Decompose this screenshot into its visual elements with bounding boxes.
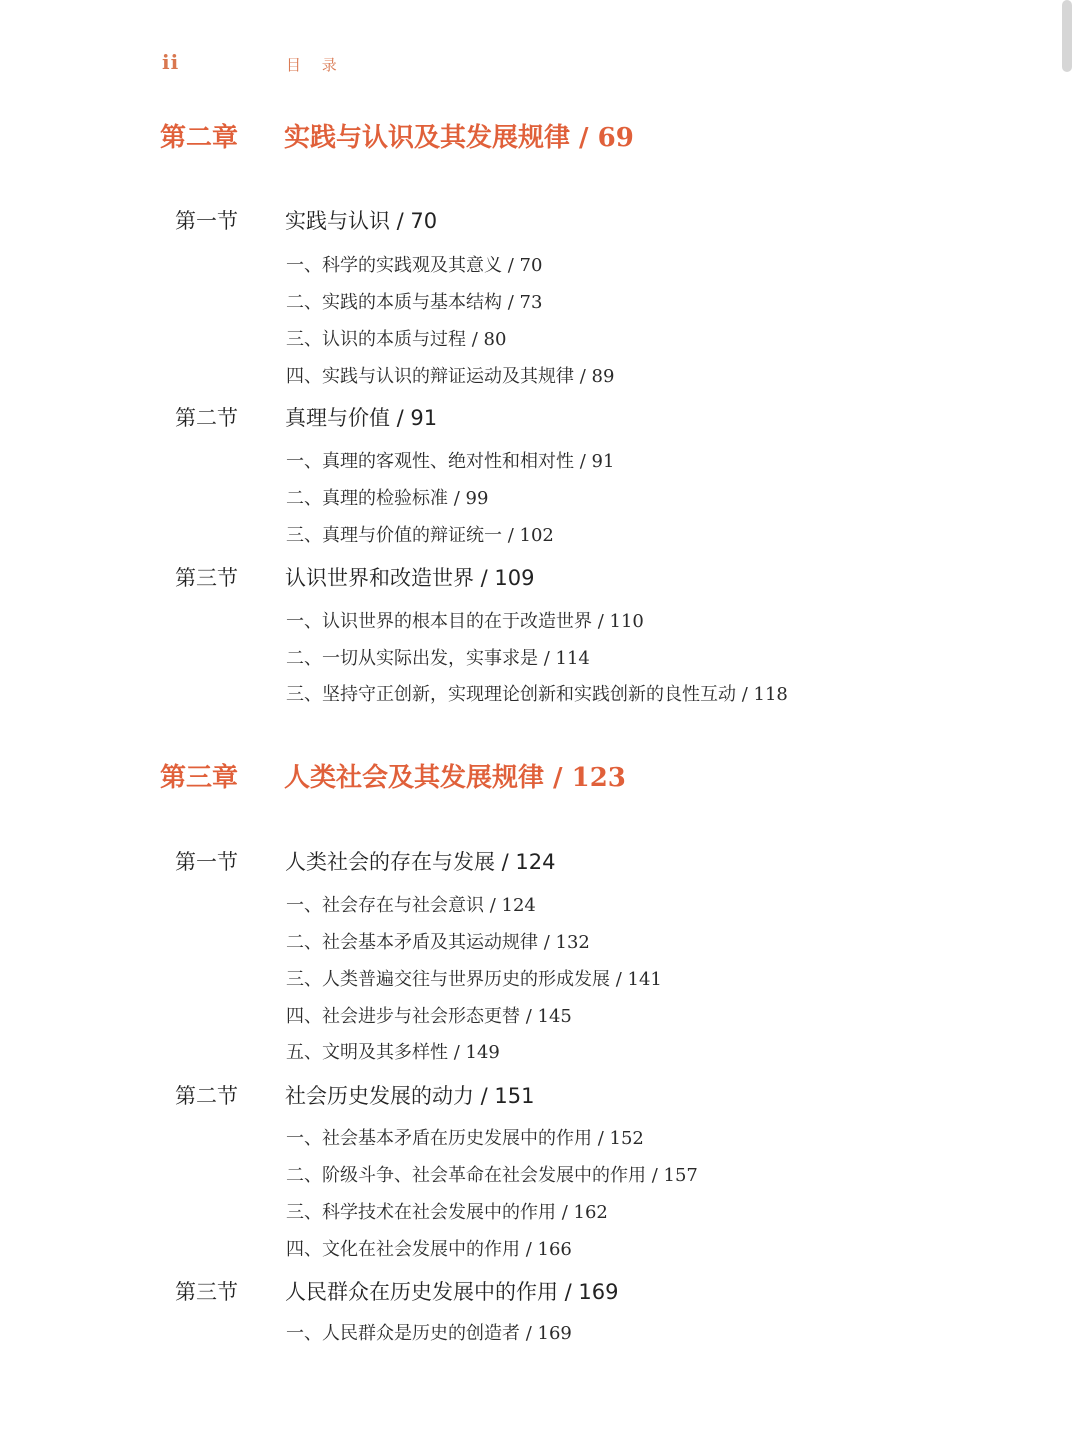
- scrollbar-thumb[interactable]: [1062, 0, 1072, 72]
- toc-entry[interactable]: 四、实践与认识的辩证运动及其规律 / 89: [286, 366, 615, 387]
- section-number: 第三节: [175, 566, 238, 590]
- section-number: 第三节: [175, 1280, 238, 1304]
- toc-entry[interactable]: 三、坚持守正创新，实现理论创新和实践创新的良性互动 / 118: [286, 684, 788, 705]
- chapter-title: 实践与认识及其发展规律 / 69: [284, 123, 634, 153]
- chapter-number: 第二章: [160, 123, 239, 153]
- toc-entry[interactable]: 二、实践的本质与基本结构 / 73: [286, 292, 543, 313]
- toc-entry[interactable]: 一、真理的客观性、绝对性和相对性 / 91: [286, 451, 615, 472]
- toc-entry[interactable]: 三、认识的本质与过程 / 80: [286, 329, 507, 350]
- toc-entry[interactable]: 一、社会存在与社会意识 / 124: [286, 895, 536, 916]
- toc-entry[interactable]: 二、真理的检验标准 / 99: [286, 488, 489, 509]
- toc-entry[interactable]: 五、文明及其多样性 / 149: [286, 1042, 500, 1063]
- section-number: 第一节: [175, 850, 238, 874]
- toc-entry[interactable]: 三、真理与价值的辩证统一 / 102: [286, 525, 554, 546]
- section-number: 第一节: [175, 209, 238, 233]
- section-title: 认识世界和改造世界 / 109: [285, 566, 535, 590]
- toc-entry[interactable]: 四、社会进步与社会形态更替 / 145: [286, 1006, 572, 1027]
- section-title: 人民群众在历史发展中的作用 / 169: [285, 1280, 619, 1304]
- toc-entry[interactable]: 二、社会基本矛盾及其运动规律 / 132: [286, 932, 590, 953]
- toc-entry[interactable]: 一、社会基本矛盾在历史发展中的作用 / 152: [286, 1128, 644, 1149]
- toc-entry[interactable]: 三、科学技术在社会发展中的作用 / 162: [286, 1202, 608, 1223]
- section-title: 真理与价值 / 91: [285, 406, 438, 430]
- toc-entry[interactable]: 一、人民群众是历史的创造者 / 169: [286, 1323, 572, 1344]
- toc-entry[interactable]: 一、科学的实践观及其意义 / 70: [286, 255, 543, 276]
- toc-entry[interactable]: 四、文化在社会发展中的作用 / 166: [286, 1239, 572, 1260]
- section-number: 第二节: [175, 1084, 238, 1108]
- toc-entry[interactable]: 一、认识世界的根本目的在于改造世界 / 110: [286, 611, 644, 632]
- section-title: 人类社会的存在与发展 / 124: [285, 850, 556, 874]
- running-title: 目 录: [286, 56, 345, 74]
- section-title: 实践与认识 / 70: [285, 209, 438, 233]
- section-title: 社会历史发展的动力 / 151: [285, 1084, 535, 1108]
- section-number: 第二节: [175, 406, 238, 430]
- chapter-number: 第三章: [160, 763, 239, 793]
- chapter-title: 人类社会及其发展规律 / 123: [284, 763, 626, 793]
- page-number: ii: [162, 50, 180, 74]
- toc-entry[interactable]: 二、阶级斗争、社会革命在社会发展中的作用 / 157: [286, 1165, 698, 1186]
- toc-entry[interactable]: 三、人类普遍交往与世界历史的形成发展 / 141: [286, 969, 662, 990]
- toc-entry[interactable]: 二、一切从实际出发，实事求是 / 114: [286, 648, 590, 669]
